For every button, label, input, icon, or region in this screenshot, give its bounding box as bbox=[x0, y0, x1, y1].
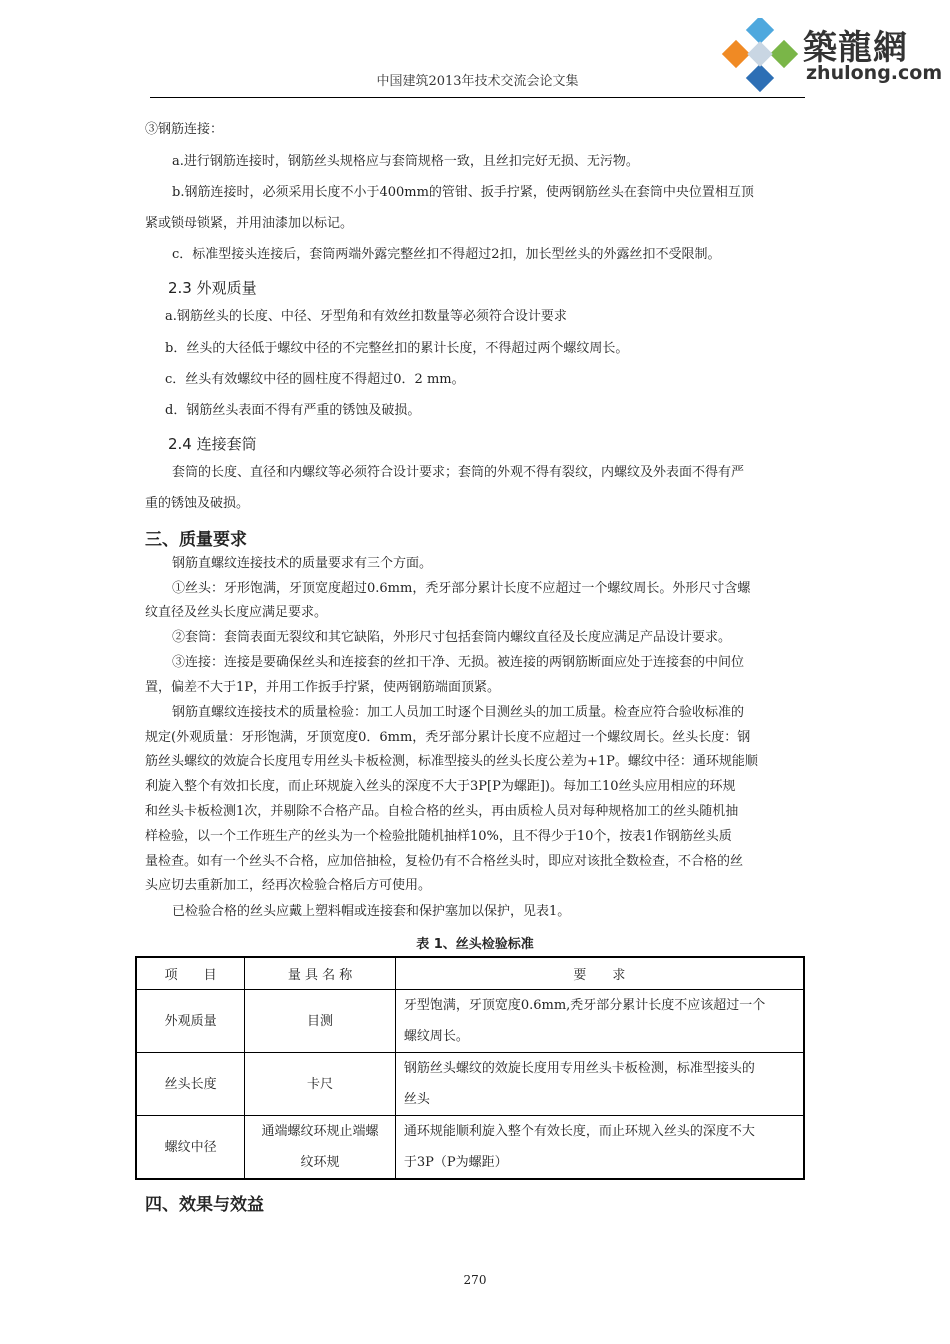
requirement-line: 牙型饱满，牙顶宽度0.6mm,秃牙部分累计长度不应该超过一个 bbox=[403, 998, 766, 1013]
requirement-line: 螺纹周长。 bbox=[403, 1029, 469, 1044]
inspection-table bbox=[135, 956, 805, 1180]
section-heading-4: 四、效果与效益 bbox=[145, 1195, 264, 1215]
tool-line: 纹环规 bbox=[300, 1155, 340, 1170]
cell-tool: 卡尺 bbox=[245, 1053, 396, 1116]
logo-chinese-text: 築龍網 bbox=[803, 28, 908, 68]
paragraph-line: b.钢筋连接时，必须采用长度不小于400mm的管钳、扳手拧紧，使两钢筋丝头在套筒中央位置相互顶 bbox=[172, 185, 754, 200]
paragraph-line: ③钢筋连接： bbox=[145, 122, 224, 137]
page-number: 270 bbox=[463, 1273, 487, 1287]
paragraph-line: 纹直径及丝头长度应满足要求。 bbox=[145, 605, 328, 620]
tool-line: 通端螺纹环规止端螺 bbox=[261, 1124, 379, 1139]
section-heading-3: 三、质量要求 bbox=[145, 530, 247, 550]
paragraph-line: 重的锈蚀及破损。 bbox=[145, 496, 250, 511]
cell-requirement bbox=[395, 1116, 804, 1180]
table-caption: 表 1、丝头检验标准 bbox=[416, 937, 534, 952]
paragraph-line: 已检验合格的丝头应戴上塑料帽或连接套和保护塞加以保护，见表1。 bbox=[172, 904, 571, 919]
table-row bbox=[136, 990, 804, 1053]
paragraph-line: 钢筋直螺纹连接技术的质量要求有三个方面。 bbox=[172, 556, 433, 571]
paragraph-line: 利旋入整个有效扣长度，而止环规旋入丝头的深度不大于3P[P为螺距])。每加工10丝头应用相应的环规 bbox=[145, 779, 736, 794]
section-heading-2-4: 2.4 连接套筒 bbox=[168, 435, 257, 453]
paragraph-line: ③连接：连接是要确保丝头和连接套的丝扣干净、无损。被连接的两钢筋断面应处于连接套的中间位 bbox=[172, 655, 745, 670]
table-row bbox=[136, 1116, 804, 1180]
requirement-line: 丝头 bbox=[403, 1092, 430, 1107]
header-rule bbox=[150, 97, 805, 98]
paragraph-line: c．标准型接头连接后，套筒两端外露完整丝扣不得超过2扣，加长型丝头的外露丝扣不受限制。 bbox=[172, 247, 721, 262]
paragraph-line: 紧或锁母锁紧，并用油漆加以标记。 bbox=[145, 216, 354, 231]
paragraph-line: a.进行钢筋连接时，钢筋丝头规格应与套筒规格一致，且丝扣完好无损、无污物。 bbox=[172, 154, 639, 169]
paragraph-line: 筋丝头螺纹的效旋合长度甩专用丝头卡板检测，标准型接头的丝头长度公差为+1P。螺纹中径：通环规能顺 bbox=[145, 754, 758, 769]
logo-english-text: zhulong.com bbox=[806, 62, 943, 84]
paragraph-line: 钢筋直螺纹连接技术的质量检验：加工人员加工时逐个目测丝头的加工质量。检查应符合验收标准的 bbox=[172, 705, 745, 720]
paragraph-line: 样检验，以一个工作班生产的丝头为一个检验批随机抽样10%，且不得少于10个，按表1作钢筋丝头质 bbox=[145, 829, 732, 844]
cell-requirement bbox=[395, 990, 804, 1053]
paragraph-line: 置，偏差不大于1P，并用工作扳手拧紧，使两钢筋端面顶紧。 bbox=[145, 680, 501, 695]
section-heading-2-3: 2.3 外观质量 bbox=[168, 279, 257, 297]
column-header-tool: 量 具 名 称 bbox=[245, 957, 396, 990]
requirement-line: 钢筋丝头螺纹的效旋长度用专用丝头卡板检测，标准型接头的 bbox=[403, 1061, 755, 1076]
paragraph-line: c．丝头有效螺纹中径的圆柱度不得超过0．2 mm。 bbox=[165, 372, 465, 387]
logo-mark-icon bbox=[720, 18, 800, 94]
paragraph-line: d．钢筋丝头表面不得有严重的锈蚀及破损。 bbox=[165, 403, 421, 418]
cell-tool bbox=[245, 1116, 396, 1180]
zhulong-logo bbox=[720, 18, 943, 94]
cell-requirement bbox=[395, 1053, 804, 1116]
paragraph-line: a.钢筋丝头的长度、中径、牙型角和有效丝扣数量等必须符合设计要求 bbox=[165, 309, 567, 324]
cell-item: 螺纹中径 bbox=[136, 1116, 245, 1180]
table-header-row bbox=[136, 957, 804, 990]
paragraph-line: 量检查。如有一个丝头不合格，应加倍抽检，复检仍有不合格丝头时，即应对该批全数检查，不合格的丝 bbox=[145, 854, 744, 869]
column-header-item: 项 目 bbox=[136, 957, 245, 990]
cell-tool: 目测 bbox=[245, 990, 396, 1053]
cell-item: 外观质量 bbox=[136, 990, 245, 1053]
paragraph-line: ①丝头：牙形饱满，牙顶宽度超过0.6mm，秃牙部分累计长度不应超过一个螺纹周长。外形尺寸含螺 bbox=[172, 581, 751, 596]
requirement-line: 于3P（P为螺距） bbox=[403, 1155, 508, 1170]
running-header: 中国建筑2013年技术交流会论文集 bbox=[376, 74, 579, 89]
paragraph-line: 规定(外观质量：牙形饱满，牙顶宽度0．6mm，秃牙部分累计长度不应超过一个螺纹周长。丝头长度：钢 bbox=[145, 730, 751, 745]
paragraph-line: 和丝头卡板检测1次，并剔除不合格产品。自检合格的丝头，再由质检人员对每种规格加工的丝头随机抽 bbox=[145, 804, 739, 819]
paragraph-line: 头应切去重新加工，经再次检验合格后方可使用。 bbox=[145, 878, 432, 893]
paragraph-line: ②套筒：套筒表面无裂纹和其它缺陷，外形尺寸包括套筒内螺纹直径及长度应满足产品设计要求。 bbox=[172, 630, 732, 645]
column-header-requirement: 要 求 bbox=[395, 957, 804, 990]
table-row bbox=[136, 1053, 804, 1116]
cell-item: 丝头长度 bbox=[136, 1053, 245, 1116]
paragraph-line: 套筒的长度、直径和内螺纹等必须符合设计要求；套筒的外观不得有裂纹，内螺纹及外表面不得有严 bbox=[172, 465, 745, 480]
paragraph-line: b．丝头的大径低于螺纹中径的不完整丝扣的累计长度，不得超过两个螺纹周长。 bbox=[165, 341, 629, 356]
requirement-line: 通环规能顺利旋入整个有效长度，而止环规入丝头的深度不大 bbox=[403, 1124, 755, 1139]
